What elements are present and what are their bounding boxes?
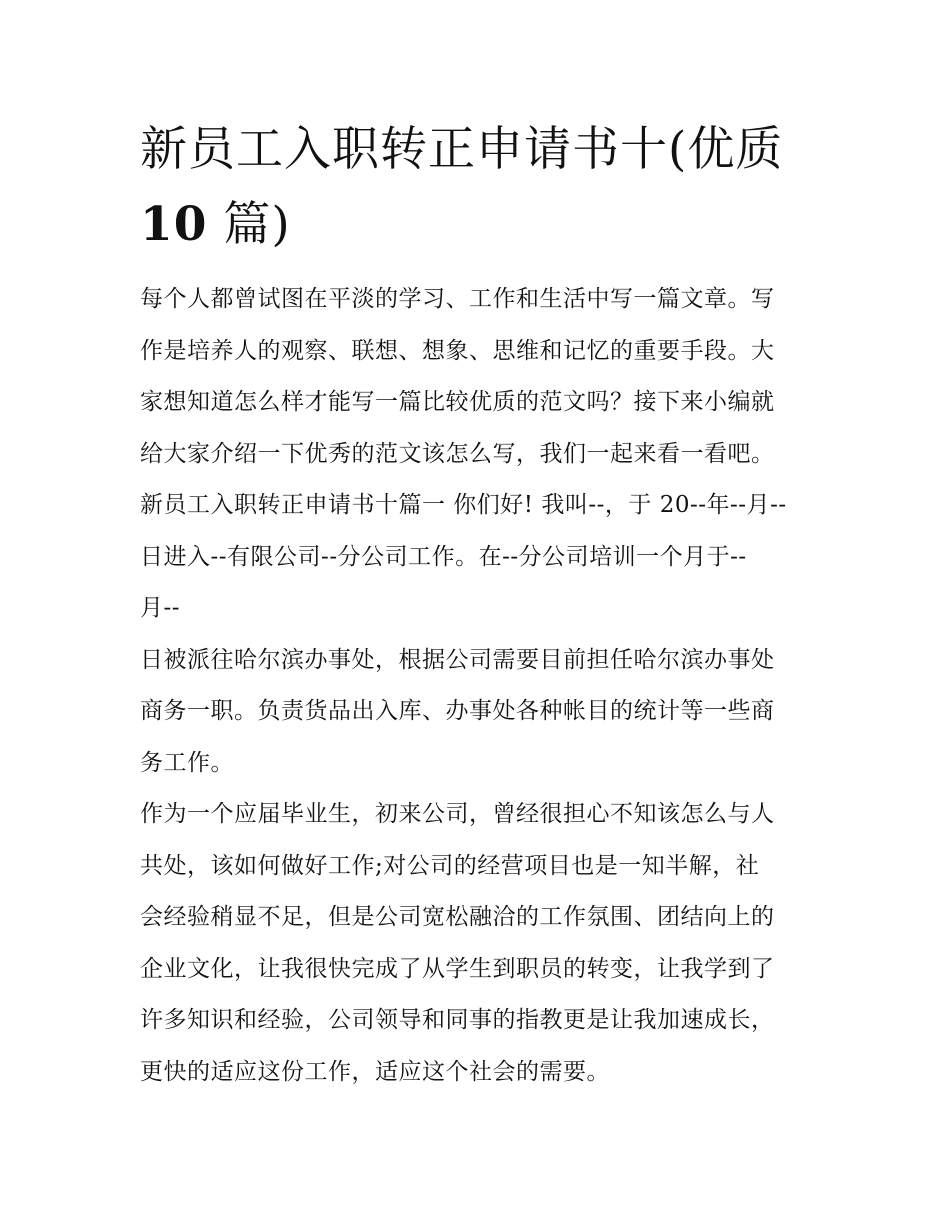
document-title [140, 112, 812, 262]
document-body [140, 274, 812, 1098]
text-line: 务工作。 [140, 749, 234, 776]
title-number: 10 [140, 197, 208, 252]
paragraph-experience [140, 789, 812, 1098]
document-page [140, 112, 812, 1098]
text-line: 许多知识和经验，公司领导和同事的指教更是让我加速成长， [140, 1007, 775, 1033]
text-line: 企业文化，让我很快完成了从学生到职员的转变，让我学到了 [140, 955, 775, 982]
text-line: 作为一个应届毕业生，初来公司，曾经很担心不知该怎么与人 [140, 801, 775, 827]
paragraph-assignment [140, 635, 812, 790]
text-line: 商务一职。负责货品出入库、办事处各种帐目的统计等一些商 [140, 698, 775, 724]
text-line: 给大家介绍一下优秀的范文该怎么写，我们一起来看一看吧。 [140, 440, 775, 467]
title-suffix: 篇) [223, 197, 291, 252]
title-text: 新员工入职转正申请书十(优质 [140, 122, 784, 177]
paragraph-intro [140, 274, 812, 480]
text-line: 会经验稍显不足，但是公司宽松融洽的工作氛围、团结向上的 [140, 904, 775, 930]
text-line: 每个人都曾试图在平淡的学习、工作和生活中写一篇文章。写 [140, 286, 775, 312]
text-line: 家想知道怎么样才能写一篇比较优质的范文吗？接下来小编就 [140, 389, 775, 415]
text-line: 日进入--有限公司--分公司工作。在--分公司培训一个月于-- [140, 543, 747, 570]
text-line: 更快的适应这份工作，适应这个社会的需要。 [140, 1058, 610, 1085]
text-line: 新员工入职转正申请书十篇一 你们好! 我叫--，于 20--年--月-- [140, 492, 787, 518]
text-line: 共处，该如何做好工作;对公司的经营项目也是一知半解，社 [140, 852, 760, 879]
text-line: 作是培养人的观察、联想、想象、思维和记忆的重要手段。大 [140, 337, 775, 364]
text-line: 月-- [140, 595, 181, 621]
paragraph-greeting [140, 480, 812, 635]
text-line: 日被派往哈尔滨办事处，根据公司需要目前担任哈尔滨办事处 [140, 646, 775, 673]
